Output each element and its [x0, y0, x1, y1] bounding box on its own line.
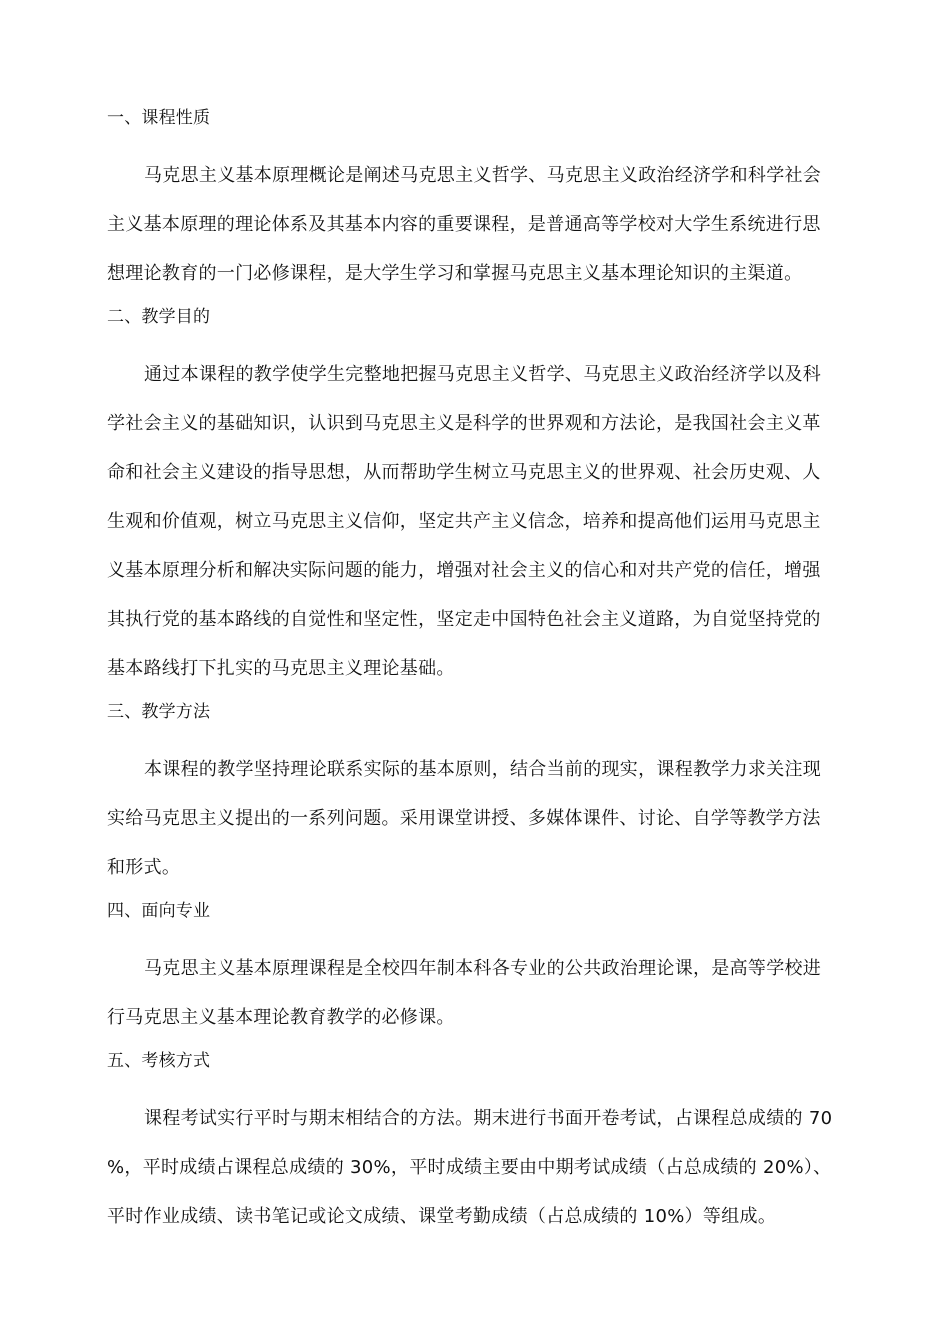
- paragraph-line: %，平时成绩占课程总成绩的 30%，平时成绩主要由中期考试成绩（占总成绩的 20%）、: [107, 1157, 832, 1178]
- paragraph-line: 基本路线打下扎实的马克思主义理论基础。: [107, 658, 455, 679]
- section-teaching-goal: [107, 302, 867, 693]
- section-heading: 二、教学目的: [107, 307, 211, 327]
- paragraph-line: 行马克思主义基本理论教育教学的必修课。: [107, 1007, 455, 1028]
- paragraph-line: 生观和价值观，树立马克思主义信仰，坚定共产主义信念，培养和提高他们运用马克思主: [107, 511, 821, 532]
- paragraph-line: 课程考试实行平时与期末相结合的方法。期末进行书面开卷考试，占课程总成绩的 70: [144, 1108, 833, 1129]
- section-heading: 一、课程性质: [107, 108, 211, 128]
- paragraph-line: 义基本原理分析和解决实际问题的能力，增强对社会主义的信心和对共产党的信任，增强: [107, 560, 821, 581]
- paragraph-line: 马克思主义基本原理概论是阐述马克思主义哲学、马克思主义政治经济学和科学社会: [144, 165, 822, 186]
- paragraph-line: 主义基本原理的理论体系及其基本内容的重要课程，是普通高等学校对大学生系统进行思: [107, 214, 821, 235]
- paragraph-line: 实给马克思主义提出的一系列问题。采用课堂讲授、多媒体课件、讨论、自学等教学方法: [107, 808, 821, 829]
- section-heading: 三、教学方法: [107, 702, 211, 722]
- paragraph-line: 本课程的教学坚持理论联系实际的基本原则，结合当前的现实，课程教学力求关注现: [144, 759, 822, 780]
- document-body: [107, 103, 867, 1245]
- section-heading: 五、考核方式: [107, 1051, 211, 1071]
- section-teaching-method: [107, 697, 867, 892]
- section-assessment: [107, 1046, 867, 1241]
- paragraph-line: 命和社会主义建设的指导思想，从而帮助学生树立马克思主义的世界观、社会历史观、人: [107, 462, 821, 483]
- section-target-majors: [107, 896, 867, 1042]
- paragraph-line: 通过本课程的教学使学生完整地把握马克思主义哲学、马克思主义政治经济学以及科: [144, 364, 822, 385]
- paragraph-line: 学社会主义的基础知识，认识到马克思主义是科学的世界观和方法论，是我国社会主义革: [107, 413, 821, 434]
- paragraph-line: 马克思主义基本原理课程是全校四年制本科各专业的公共政治理论课，是高等学校进: [144, 958, 822, 979]
- section-heading: 四、面向专业: [107, 901, 211, 921]
- paragraph-line: 和形式。: [107, 857, 181, 878]
- paragraph-line: 想理论教育的一门必修课程，是大学生学习和掌握马克思主义基本理论知识的主渠道。: [107, 263, 803, 284]
- section-course-nature: [107, 103, 867, 298]
- paragraph-line: 其执行党的基本路线的自觉性和坚定性，坚定走中国特色社会主义道路，为自觉坚持党的: [107, 609, 821, 630]
- paragraph-line: 平时作业成绩、读书笔记或论文成绩、课堂考勤成绩（占总成绩的 10%）等组成。: [107, 1206, 777, 1227]
